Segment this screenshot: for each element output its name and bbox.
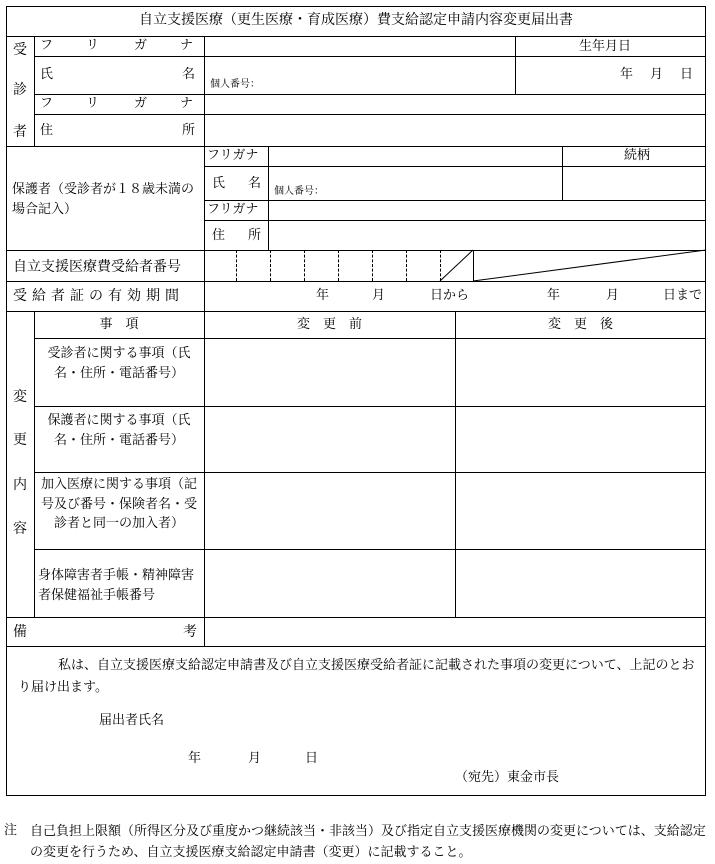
recipient-furigana-char: リ — [86, 38, 100, 53]
guardian-name-label-1: 氏 — [212, 176, 226, 191]
validity-until: 日まで — [663, 288, 703, 303]
guardian-name-label-2: 名 — [248, 176, 262, 191]
form-title: 自立支援医療（更生医療・育成医療）費支給認定申請内容変更届出書 — [139, 12, 573, 28]
changes-header-before: 変 更 前 — [296, 317, 362, 332]
recipient-furigana-char: ナ — [180, 96, 194, 111]
recipient-address-label-2: 所 — [182, 123, 196, 138]
date-day: 日 — [305, 751, 319, 766]
changes-row-label: 加入医療に関する事項（記号及び番号・保険者名・受診者と同一の加入者） — [40, 477, 197, 531]
recipient-furigana-char: フ — [40, 38, 54, 53]
validity-month: 月 — [372, 288, 386, 303]
changes-row-label: 保護者に関する事項（氏名・住所・電話番号） — [47, 413, 191, 448]
changes-side-label-2: 更 — [13, 432, 27, 448]
changes-side-label-3: 内 — [13, 477, 27, 493]
recipient-furigana-char: リ — [86, 96, 100, 111]
recipient-furigana-char: ナ — [180, 38, 194, 53]
guardian-relation-label: 続柄 — [624, 148, 651, 163]
guardian-address-label-1: 住 — [212, 228, 226, 243]
remarks-label-2: 考 — [183, 624, 197, 640]
guardian-my-number-label: 個人番号： — [274, 186, 324, 197]
birthdate-month: 月 — [650, 67, 664, 82]
recipient-name-label-1: 氏 — [40, 67, 54, 82]
validity-year-2: 年 — [547, 288, 561, 303]
change-before-cell[interactable] — [205, 339, 454, 405]
changes-row-label: 身体障害者手帳・精神障害者保健福祉手帳番号 — [38, 568, 195, 603]
changes-side-label-1: 変 — [13, 389, 27, 405]
guardian-furigana-label: フリガナ — [207, 148, 259, 163]
guardian-address-label-2: 所 — [248, 228, 262, 243]
addressee: （宛先）東金市長 — [455, 770, 560, 785]
changes-side-label-4: 容 — [13, 521, 27, 537]
declaration-text: 私は、自立支援医療支給認定申請書及び自立支援医療受給者証に記載された事項の変更について、上記のとおり届け出ます。 — [18, 658, 695, 696]
guardian-furigana-label-2: フリガナ — [207, 202, 259, 217]
validity-year: 年 — [316, 288, 330, 303]
recipient-side-label-2: 診 — [13, 82, 27, 98]
date-month: 月 — [248, 751, 262, 766]
birthdate-label: 生年月日 — [579, 39, 632, 54]
recipient-address-label-1: 住 — [40, 123, 54, 138]
recipient-side-label-1: 受 — [13, 42, 27, 58]
change-after-cell[interactable] — [456, 339, 705, 405]
guardian-section-label: 保護者（受診者が１８歳未満の場合記入） — [12, 182, 195, 217]
recipient-side-label-3: 者 — [13, 124, 27, 140]
validity-month-2: 月 — [606, 288, 620, 303]
note-text: 自己負担上限額（所得区分及び重度かつ継続該当・非該当）及び指定自立支援医療機関の変更については、支給認定の変更を行うため、自立支援医療支給認定申請書（変更）に記載すること。 — [30, 824, 706, 860]
changes-row-label: 受診者に関する事項（氏名・住所・電話番号） — [47, 346, 191, 381]
recipient-furigana-char: ガ — [134, 96, 148, 111]
note-label: 注 — [4, 823, 18, 838]
recipient-furigana-char: ガ — [134, 38, 148, 53]
validity-label: 受給者証の有効期間 — [13, 288, 184, 304]
validity-from: 日から — [430, 288, 470, 303]
submitter-label: 届出者氏名 — [99, 713, 165, 728]
recipient-furigana-char: フ — [40, 96, 54, 111]
date-year: 年 — [188, 751, 202, 766]
changes-header-item: 事 項 — [99, 317, 139, 332]
recipient-my-number-label: 個人番号： — [210, 79, 260, 90]
recipient-name-label-2: 名 — [182, 67, 196, 82]
changes-header-after: 変 更 後 — [547, 317, 613, 332]
remarks-label-1: 備 — [13, 624, 27, 640]
recipient-number-label: 自立支援医療費受給者番号 — [13, 259, 181, 275]
birthdate-year: 年 — [620, 67, 634, 82]
birthdate-day: 日 — [680, 67, 694, 82]
